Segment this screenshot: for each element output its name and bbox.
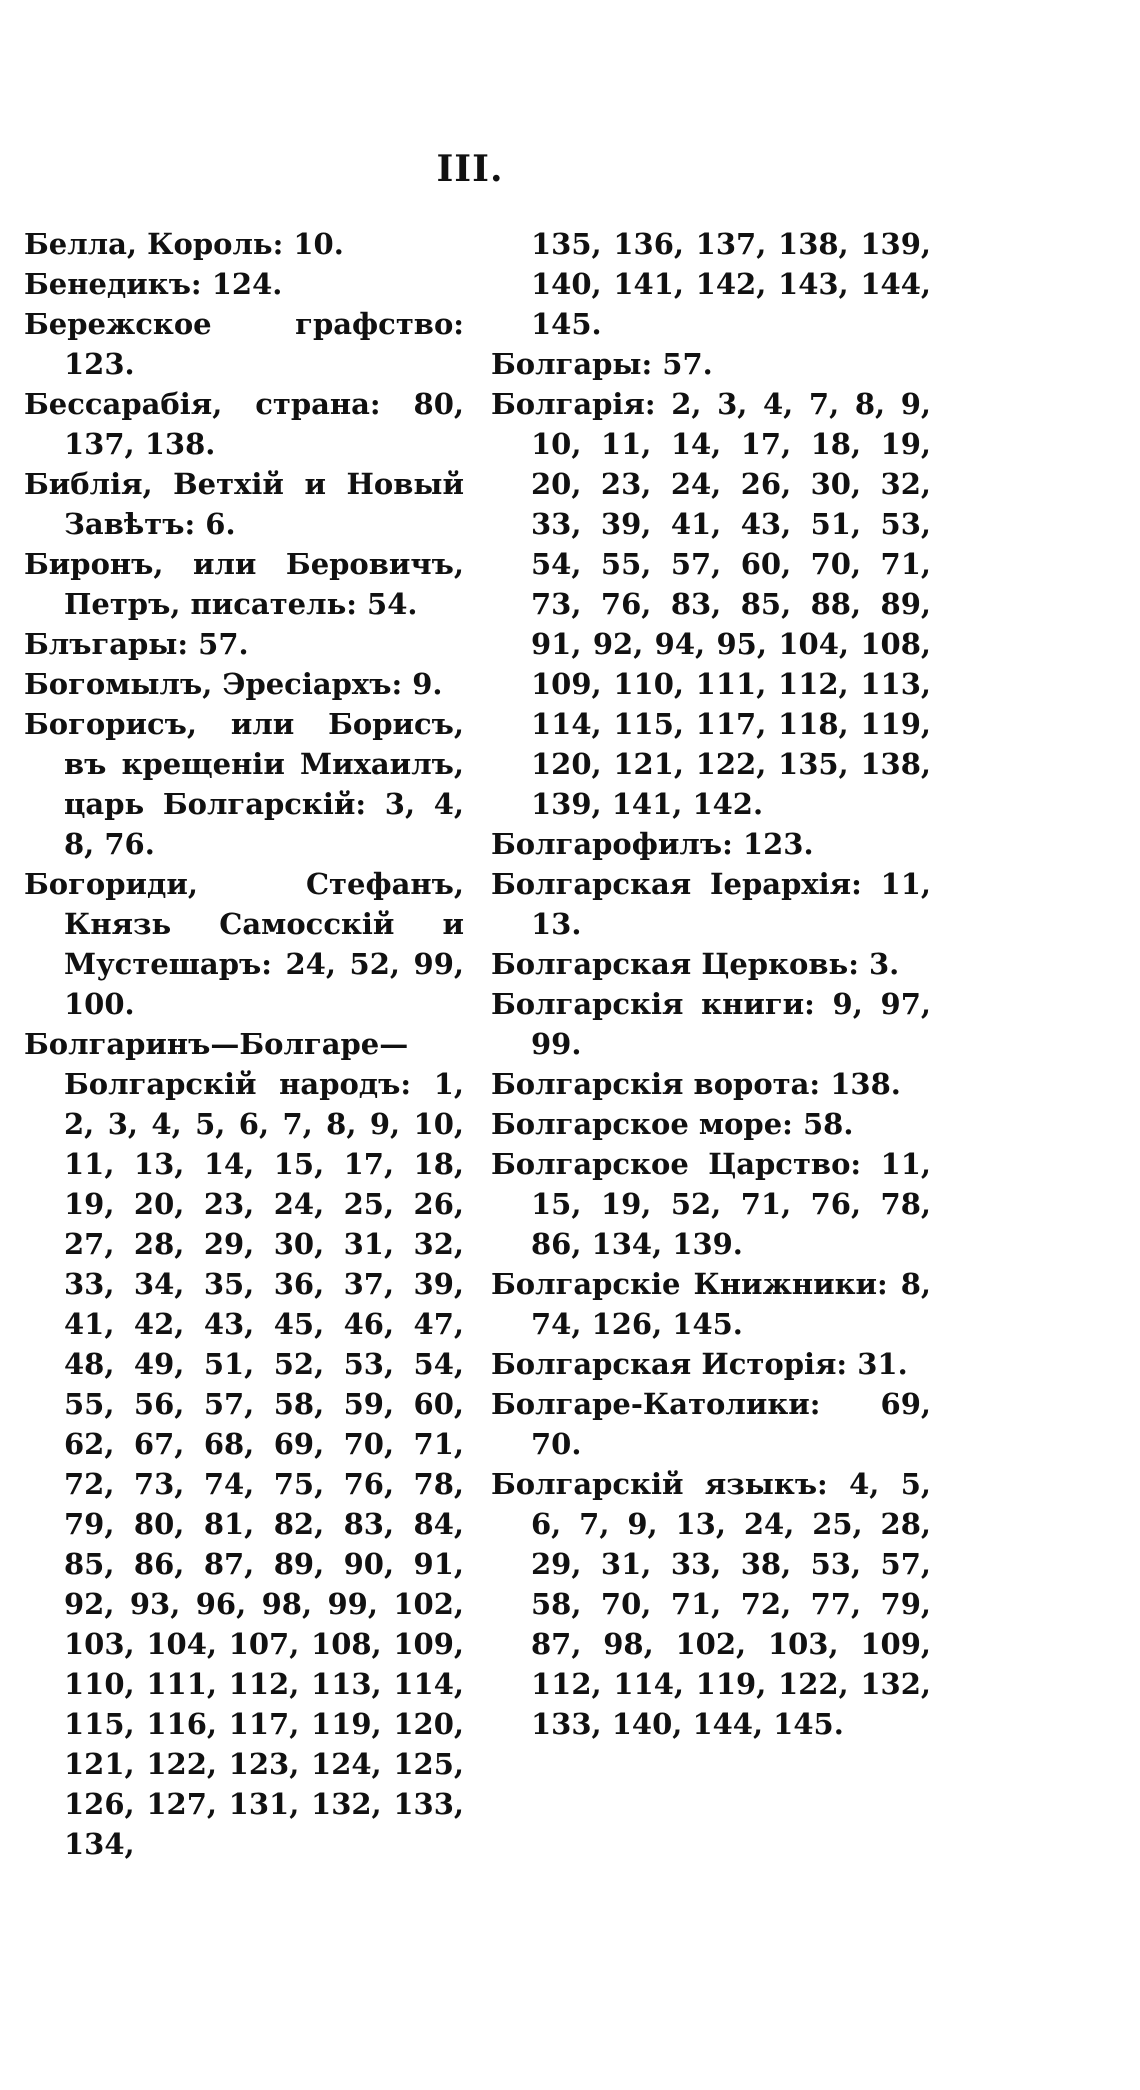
index-entry: Болгарская Іерархія: 11, 13.	[491, 867, 931, 941]
index-entry: Болгары: 57.	[491, 347, 713, 381]
index-entry: Белла, Король: 10.	[24, 227, 344, 261]
index-entry: Бережское графство: 123.	[24, 307, 464, 381]
index-entry: Болгарское Царство: 11, 15, 19, 52, 71, 76, 78, 86, 134, 139.	[491, 1147, 931, 1261]
index-entry: Болгарское море: 58.	[491, 1107, 854, 1141]
index-right-column	[491, 224, 931, 1744]
index-entry: Богориди, Стефанъ, Князь Самосскій и Мустешаръ: 24, 52, 99, 100.	[24, 867, 464, 1021]
index-entry: Болгарская Церковь: 3.	[491, 947, 900, 981]
index-entry: Биронъ, или Беровичъ, Петръ, писатель: 54.	[24, 547, 464, 621]
index-entry: Болгарскіе Книжники: 8, 74, 126, 145.	[491, 1267, 931, 1341]
index-entry: Богомылъ, Эресіархъ: 9.	[24, 667, 443, 701]
index-entry: Библія, Ветхій и Новый Завѣтъ: 6.	[24, 467, 464, 541]
index-left-column	[24, 224, 464, 1864]
index-entry: Бессарабія, страна: 80, 137, 138.	[24, 387, 464, 461]
index-entry: Блъгары: 57.	[24, 627, 249, 661]
index-entry: Болгарская Исторія: 31.	[491, 1347, 908, 1381]
index-entry: Болгарія: 2, 3, 4, 7, 8, 9, 10, 11, 14, 17, 18, 19, 20, 23, 24, 26, 30, 32, 33, 39, 41, 43, 51, 53, 54, 55, 57, 60, 70, 71, 73, 76, 83, 85, 88, 89, 91, 92, 94, 95, 104, 108, 109, 110, 111, 112, 113, 114, 115, 117, 118, 119, 120, 121, 122, 135, 138, 139, 141, 142.	[491, 387, 931, 821]
index-entry-continuation: 135, 136, 137, 138, 139, 140, 141, 142, 143, 144, 145.	[531, 227, 931, 341]
index-entry: Болгарофилъ: 123.	[491, 827, 814, 861]
index-entry: Бенедикъ: 124.	[24, 267, 283, 301]
index-entry: Богорисъ, или Борисъ, въ крещеніи Михаилъ, царь Болгарскій: 3, 4, 8, 76.	[24, 707, 464, 861]
index-entry: Болгарскій языкъ: 4, 5, 6, 7, 9, 13, 24, 25, 28, 29, 31, 33, 38, 53, 57, 58, 70, 71, 72, 77, 79, 87, 98, 102, 103, 109, 112, 114, 119, 122, 132, 133, 140, 144, 145.	[491, 1467, 931, 1741]
index-entry: Болгаринъ—Болгаре—Болгарскій народъ: 1, 2, 3, 4, 5, 6, 7, 8, 9, 10, 11, 13, 14, 15, 17, 18, 19, 20, 23, 24, 25, 26, 27, 28, 29, 30, 31, 32, 33, 34, 35, 36, 37, 39, 41, 42, 43, 45, 46, 47, 48, 49, 51, 52, 53, 54, 55, 56, 57, 58, 59, 60, 62, 67, 68, 69, 70, 71, 72, 73, 74, 75, 76, 78, 79, 80, 81, 82, 83, 84, 85, 86, 87, 89, 90, 91, 92, 93, 96, 98, 99, 102, 103, 104, 107, 108, 109, 110, 111, 112, 113, 114, 115, 116, 117, 119, 120, 121, 122, 123, 124, 125, 126, 127, 131, 132, 133, 134,	[24, 1027, 464, 1861]
page-number: III.	[436, 148, 504, 190]
index-entry: Болгарскія ворота: 138.	[491, 1067, 901, 1101]
index-entry: Болгаре-Католики: 69, 70.	[491, 1387, 931, 1461]
index-entry: Болгарскія книги: 9, 97, 99.	[491, 987, 931, 1061]
